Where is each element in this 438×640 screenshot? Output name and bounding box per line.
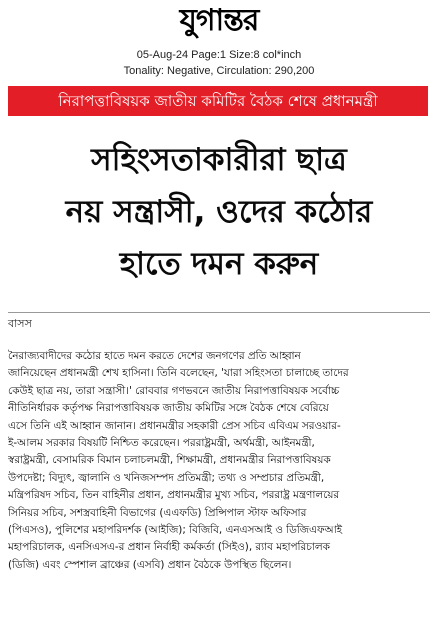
headline-line-2: নয় সন্ত্রাসী, ওদের কঠোর [65, 194, 373, 230]
headline-kicker-banner: নিরাপত্তাবিষয়ক জাতীয় কমিটির বৈঠক শেষে প্রধানমন্ত্রী [8, 86, 428, 116]
headline-divider [8, 312, 430, 313]
body-line: নীতিনির্ধারক কর্তৃপক্ষ নিরাপত্তাবিষয়ক জাতীয় কমিটির সঙ্গে বৈঠক শেষে বেরিয়ে [8, 402, 329, 415]
headline-line-1: সহিংসতাকারীরা ছাত্র [91, 142, 347, 178]
article-byline: বাসস [8, 317, 32, 330]
article-headline [6, 134, 432, 290]
article-body [8, 348, 430, 574]
headline-line-3: হাতে দমন করুন [119, 246, 319, 282]
body-line: কেউই ছাত্র নয়, তারা সন্ত্রাসী।' রোববার গণভবনে জাতীয় নিরাপত্তাবিষয়ক সর্বোচ্চ [8, 384, 340, 397]
body-line: নৈরাজ্যবাদীদের কঠোর হাতে দমন করতে দেশের জনগণের প্রতি আহ্বান [8, 350, 301, 362]
body-line: (ডিজি) এবং স্পেশাল ব্রাঞ্চের (এসবি) প্রধান বৈঠকে উপস্থিত ছিলেন। [8, 558, 292, 571]
body-line: সিনিয়র সচিব, সশস্ত্রবাহিনী বিভাগের (এএফডি) প্রিন্সিপাল স্টাফ অফিসার [8, 506, 307, 519]
body-line: জানিয়েছেন প্রধানমন্ত্রী শেখ হাসিনা। তিনি বলেছেন, 'যারা সহিংসতা চালাচ্ছে তাদের [8, 367, 349, 380]
body-line: এসে তিনি এই আহ্বান জানান। প্রধানমন্ত্রীর সহকারী প্রেস সচিব এবিএম সরওয়ার- [8, 419, 341, 432]
body-line: মন্ত্রিপরিষদ সচিব, তিন বাহিনীর প্রধান, প্রধানমন্ত্রীর মুখ্য সচিব, পররাষ্ট্র মন্ত্রণালয়ের [8, 489, 340, 502]
body-line: স্বরাষ্ট্রমন্ত্রী, বেসামরিক বিমান চলাচলমন্ত্রী, শিক্ষামন্ত্রী, প্রধানমন্ত্রীর নিরাপত্তাবিষয়ক [8, 454, 331, 467]
body-line: মহাপরিচালক, এনসিএসএ-র প্রধান নির্বাহী কর্মকর্তা (সিইও), র‌্যাব মহাপরিচালক [8, 541, 330, 554]
newspaper-masthead: যুগান্তর [179, 3, 259, 38]
body-line: (পিএসও), পুলিশের মহাপরিদর্শক (আইজি); বিজিবি, এনএসআই ও ডিজিএফআই [8, 524, 343, 537]
body-line: ই-আলম সরকার বিষয়টি নিশ্চিত করেছেন। পররাষ্ট্রমন্ত্রী, অর্থমন্ত্রী, আইনমন্ত্রী, [8, 437, 315, 450]
body-line: উপদেষ্টা; বিদ্যুৎ, জ্বালানি ও খনিজসম্পদ প্রতিমন্ত্রী; তথ্য ও সম্প্রচার প্রতিমন্ত্রী, [8, 471, 325, 484]
clipping-meta-tonality-circulation: Tonality: Negative, Circulation: 290,200 [123, 65, 315, 77]
clipping-meta-date-page-size: 05-Aug-24 Page:1 Size:8 col*inch [136, 49, 302, 61]
